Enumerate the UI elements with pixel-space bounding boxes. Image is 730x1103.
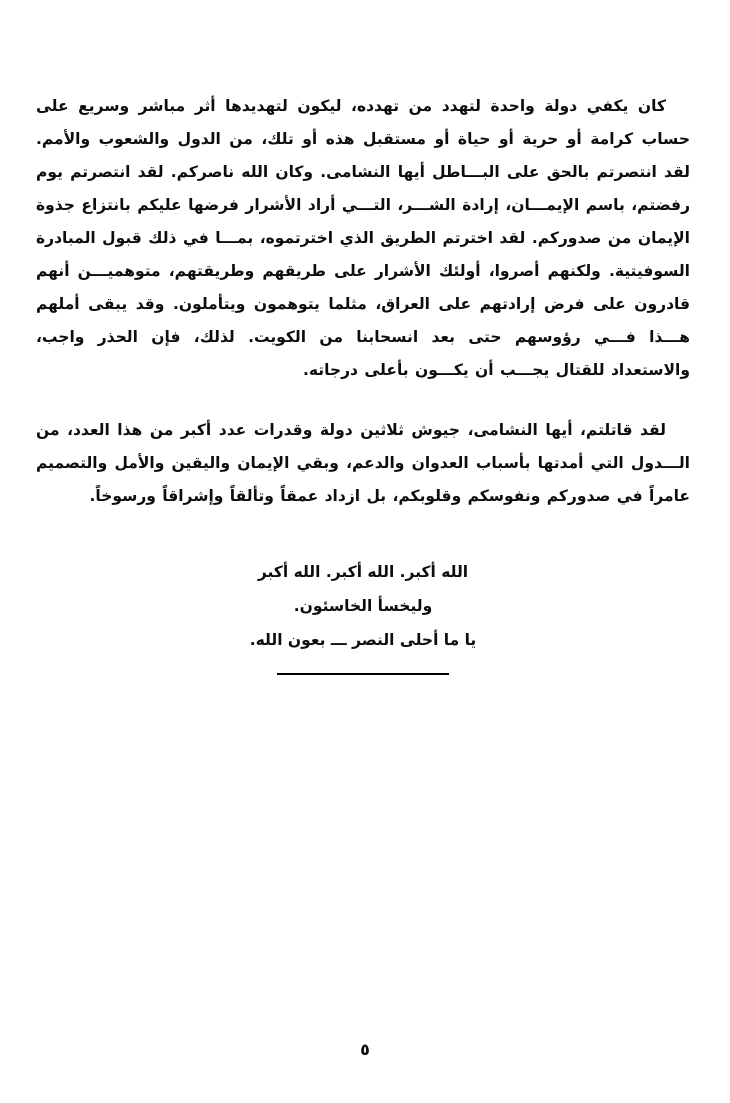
proclamation-line-takbir: الله أكبر. الله أكبر. الله أكبر <box>257 563 469 581</box>
page-number: ٥ <box>360 1040 370 1059</box>
paragraph-2: لقد قاتلتم، أيها النشامى، جيوش ثلاثين دولة وقدرات عدد أكبر من هذا العدد، من الـــدول التي أمدتها بأسباب العدوان والدعم، وبقي الإيمان واليقين والأمل والتصميم عامراً في صدوركم ونفوسكم وقلوبكم، بل ازداد عمقاً وتألقاً وإشراقاً ورسوخاً. <box>36 421 690 505</box>
proclamation-line-3: يا ما أحلى النصر ـــ بعون الله. <box>249 631 477 649</box>
proclamation-block <box>36 555 690 675</box>
paragraph-1: كان يكفي دولة واحدة لتهدد من تهدده، ليكون لتهديدها أثر مباشر وسريع على حساب كرامة أو حرية أو حياة أو مستقبل هذه أو تلك، من الدول والشعوب والأمم. لقد انتصرتم بالحق على البـــاطل أيها النشامى. وكان الله ناصركم. لقد انتصرتم يوم رفضتم، باسم الإيمـــان، إرادة الشـــر، التـــي أراد الأشرار فرضها عليكم بانتزاع جذوة الإيمان من صدوركم. لقد اخترتم الطريق الذي اخترتموه، بمـــا في ذلك قبول المبادرة السوفيتية. ولكنهم أصروا، أولئك الأشرار على طريقهم وطريقتهم، متوهميـــن أنهم قادرون على فرض إرادتهم على العراق، مثلما يتوهمون ويتأملون. وقد يبقى أملهم هـــذا فـــي رؤوسهم حتى بعد انسحابنا من الكويت. لذلك، فإن الحذر واجب، والاستعداد للقتال يجـــب أن يكـــون بأعلى درجاته. <box>36 97 690 379</box>
end-divider <box>277 673 449 675</box>
proclamation-line-2: وليخسأ الخاسئون. <box>293 597 433 615</box>
